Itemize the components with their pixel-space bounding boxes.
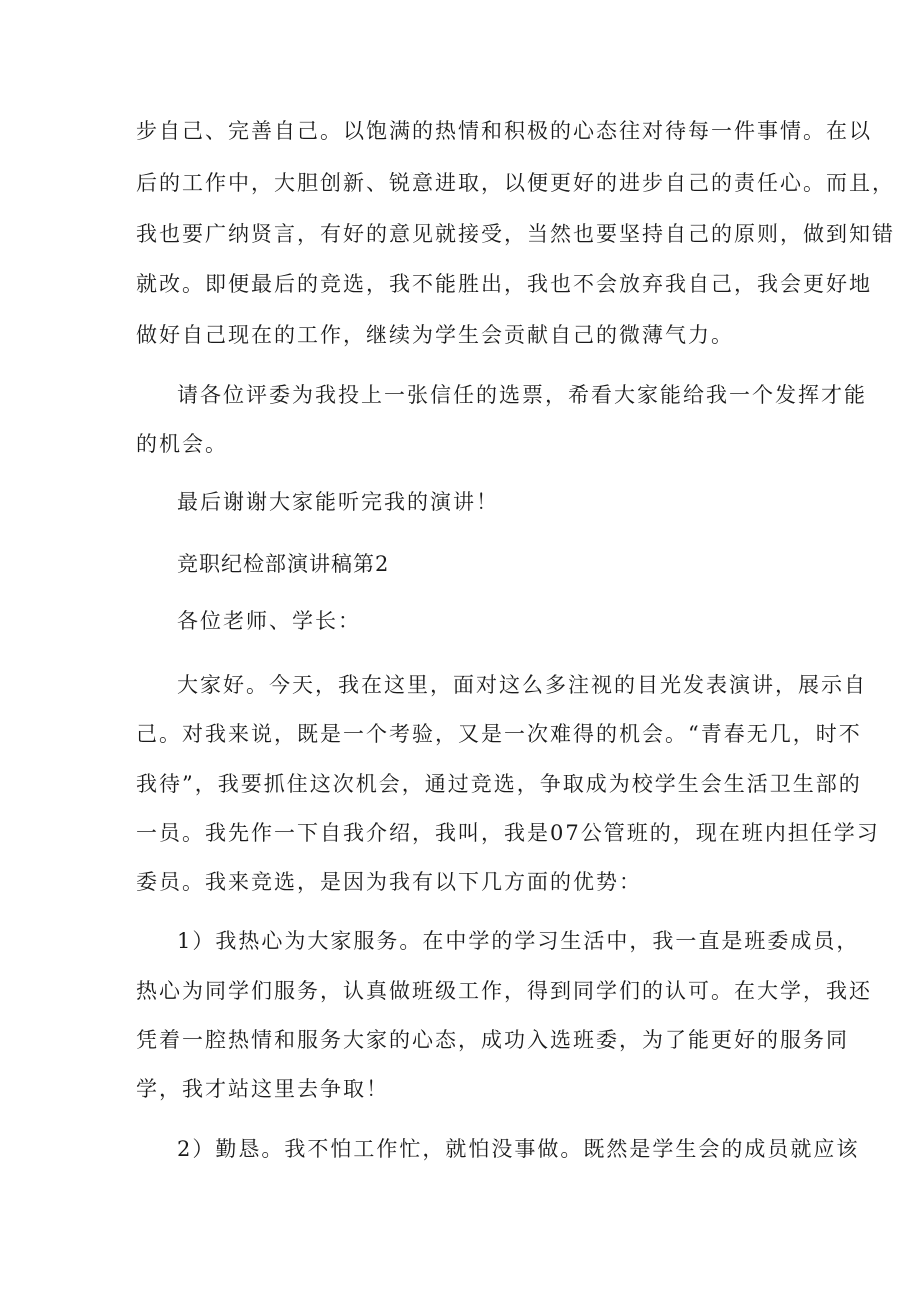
- paragraph-line: 凭着一腔热情和服务大家的心态，成功入选班委，为了能更好的服务同: [136, 1028, 849, 1052]
- salutation: 各位老师、学长：: [177, 609, 361, 633]
- paragraph-line: 步自己、完善自己。以饱满的热情和积极的心态往对待每一件事情。在以: [136, 119, 872, 143]
- paragraph-line: 己。对我来说，既是一个考验，又是一次难得的机会。“青春无几，时不: [136, 722, 862, 746]
- paragraph-line: 做好自己现在的工作，继续为学生会贡献自己的微薄气力。: [136, 323, 734, 347]
- paragraph-line: 请各位评委为我投上一张信任的选票，希看大家能给我一个发挥才能: [177, 383, 867, 407]
- paragraph-line: 后的工作中，大胆创新、锐意进取，以便更好的进步自己的责任心。而且，: [136, 171, 895, 195]
- paragraph-line: 我也要广纳贤言，有好的意见就接受，当然也要坚持自己的原则，做到知错: [136, 222, 895, 246]
- paragraph-line: 热心为同学们服务，认真做班级工作，得到同学们的认可。在大学，我还: [136, 979, 872, 1003]
- paragraph-line: 的机会。: [136, 432, 228, 456]
- list-item-line: 1）我热心为大家服务。在中学的学习生活中，我一直是班委成员，: [177, 929, 860, 953]
- paragraph-line: 我待”，我要抓住这次机会，通过竞选，争取成为校学生会生活卫生部的: [136, 772, 862, 796]
- paragraph-line: 一员。我先作一下自我介绍，我叫，我是07公管班的，现在班内担任学习: [136, 821, 880, 845]
- paragraph-line: 大家好。今天，我在这里，面对这么多注视的目光发表演讲，展示自: [177, 673, 867, 697]
- paragraph-line: 就改。即便最后的竞选，我不能胜出，我也不会放弃我自己，我会更好地: [136, 272, 872, 296]
- closing-thanks: 最后谢谢大家能听完我的演讲！: [177, 490, 499, 514]
- list-item-line: 2）勤恳。我不怕工作忙，就怕没事做。既然是学生会的成员就应该: [177, 1137, 860, 1161]
- section-title: 竞职纪检部演讲稿第2: [177, 552, 390, 576]
- paragraph-line: 委员。我来竞选，是因为我有以下几方面的优势：: [136, 870, 642, 894]
- paragraph-line: 学，我才站这里去争取！: [136, 1077, 389, 1101]
